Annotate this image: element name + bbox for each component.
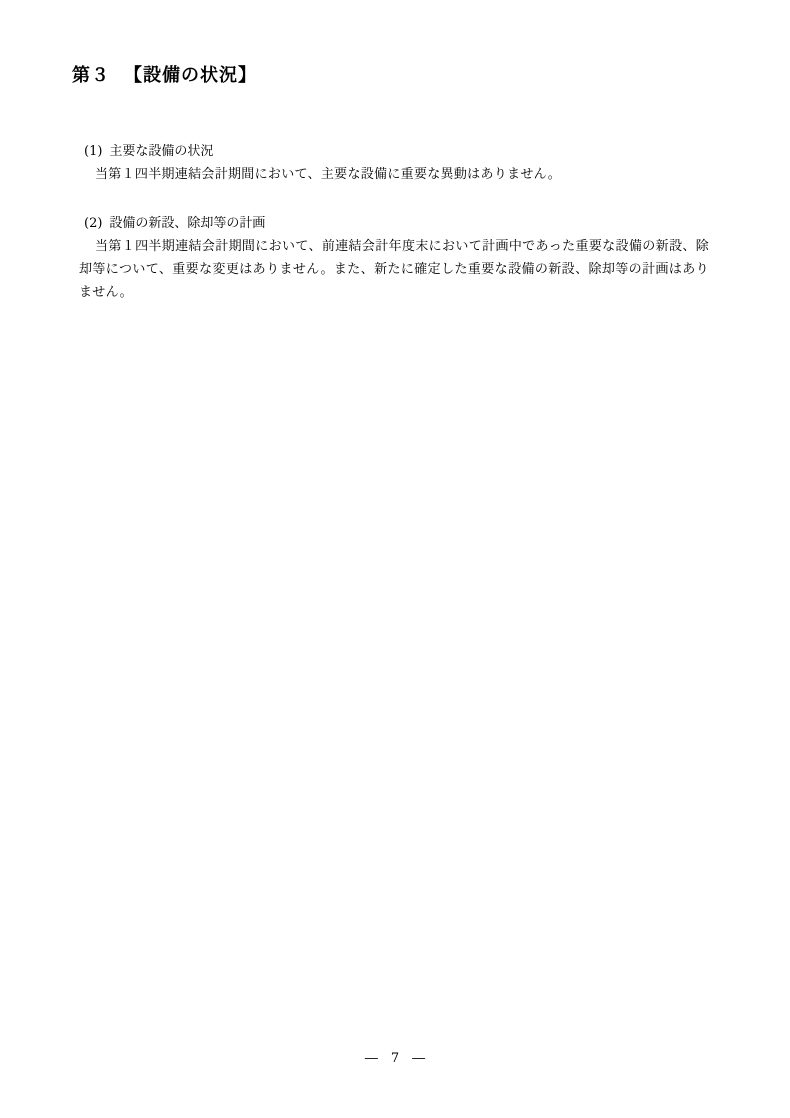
subsection-1-label: (1) (84, 144, 103, 159)
subsection-2 (79, 212, 724, 304)
subsection-1-heading (84, 140, 724, 163)
footer-dash-left: ― (364, 1051, 378, 1066)
footer-page-number: 7 (390, 1051, 400, 1066)
subsection-2-title: 設備の新設、除却等の計画 (109, 216, 266, 231)
subsection-2-heading (84, 212, 724, 235)
page-footer (0, 1049, 790, 1069)
subsection-2-body: 当第１四半期連結会計期間において、前連結会計年度末において計画中であった重要な設備の新設、除却等について、重要な変更はありません。また、新たに確定した重要な設備の新設、除却等の計画はありません。 (79, 239, 709, 300)
section-number: 第３ (72, 65, 110, 86)
subsection-1-title: 主要な設備の状況 (109, 144, 214, 159)
subsection-2-label: (2) (84, 216, 103, 231)
section-title: 【設備の状況】 (124, 65, 257, 86)
subsection-1 (84, 140, 724, 186)
page-title (72, 64, 257, 88)
subsection-1-body: 当第１四半期連結会計期間において、主要な設備に重要な異動はありません。 (95, 167, 562, 182)
footer-dash-right: ― (412, 1051, 426, 1066)
